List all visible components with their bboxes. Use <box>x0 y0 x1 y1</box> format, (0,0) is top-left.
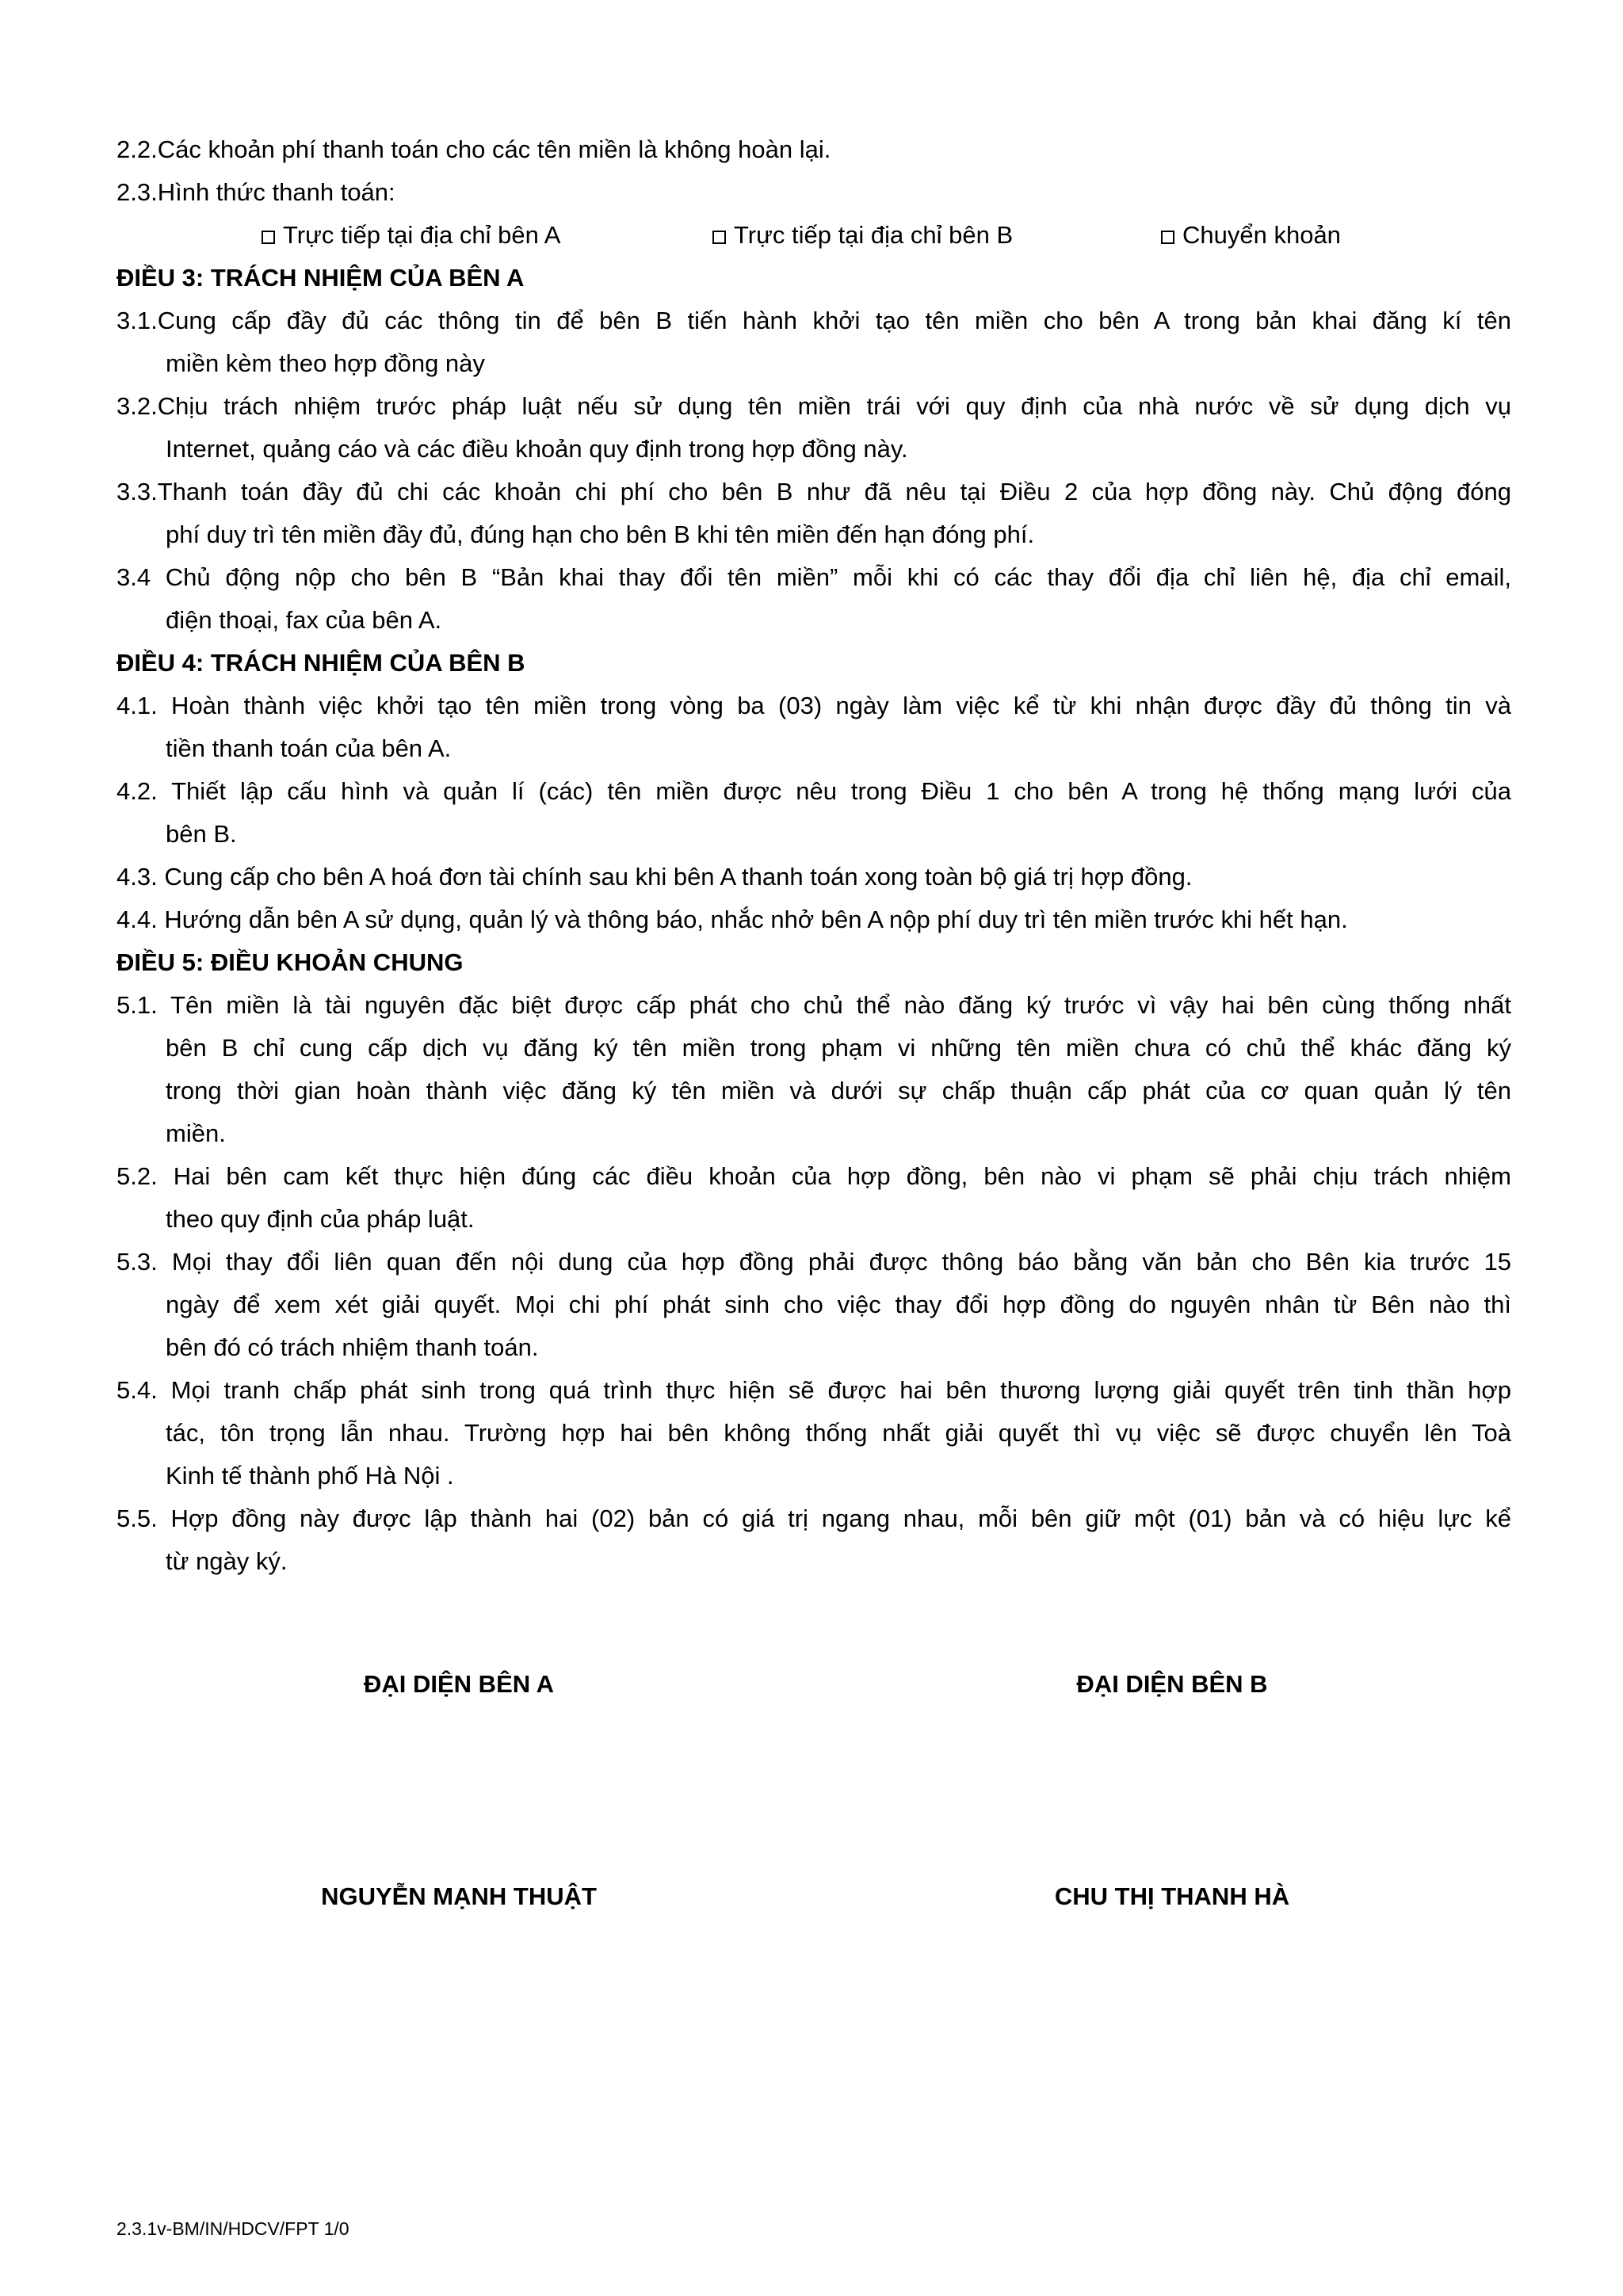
clause-line: Internet, quảng cáo và các điều khoản quy định trong hợp đồng này. <box>166 435 908 463</box>
clause-line: Kinh tế thành phố Hà Nội . <box>166 1462 454 1489</box>
clause-line: bên B chỉ cung cấp dịch vụ đăng ký tên miền trong phạm vi những tên miền chưa có chủ thể khác đăng ký <box>166 1034 1511 1062</box>
checkbox-icon[interactable] <box>712 231 726 244</box>
section-3-items <box>116 299 1511 642</box>
clause <box>116 1155 1511 1241</box>
clause-line: miền kèm theo hợp đồng này <box>166 349 485 377</box>
clause <box>116 471 1511 556</box>
clause <box>116 984 1511 1155</box>
payment-option-b[interactable]: Trực tiếp tại địa chỉ bên B <box>712 214 1013 257</box>
clause-line: tiền thanh toán của bên A. <box>166 734 452 762</box>
clause-line: 3.4 Chủ động nộp cho bên B “Bản khai thay đổi tên miền” mỗi khi có các thay đổi địa chỉ liên hệ, địa chỉ email, <box>116 563 1511 591</box>
clause <box>116 770 1511 856</box>
clause-line: 3.2.Chịu trách nhiệm trước pháp luật nếu sử dụng tên miền trái với quy định của nhà nước về sử dụng dịch vụ <box>116 392 1511 420</box>
section-5-heading: ĐIỀU 5: ĐIỀU KHOẢN CHUNG <box>116 948 464 976</box>
section-5-items <box>116 984 1511 1583</box>
payment-options <box>116 214 1511 257</box>
clause <box>116 1241 1511 1369</box>
clause <box>116 385 1511 471</box>
clause-line: bên B. <box>166 820 237 848</box>
clause-line: phí duy trì tên miền đầy đủ, đúng hạn cho bên B khi tên miền đến hạn đóng phí. <box>166 521 1035 548</box>
party-b-name: CHU THỊ THANH HÀ <box>1054 1882 1290 1910</box>
checkbox-icon[interactable] <box>262 231 275 244</box>
clause-line: 5.3. Mọi thay đổi liên quan đến nội dung của hợp đồng phải được thông báo bằng văn bản cho Bên kia trước 15 <box>116 1248 1511 1276</box>
clause-line: 4.4. Hướng dẫn bên A sử dụng, quản lý và thông báo, nhắc nhở bên A nộp phí duy trì tên miền trước khi hết hạn. <box>116 906 1348 933</box>
party-a-name: NGUYỄN MẠNH THUẬT <box>321 1882 597 1910</box>
clause-line: trong thời gian hoàn thành việc đăng ký tên miền và dưới sự chấp thuận cấp phát của cơ quan quản lý tên <box>166 1077 1511 1104</box>
clause <box>116 1369 1511 1497</box>
clause-line: 4.3. Cung cấp cho bên A hoá đơn tài chính sau khi bên A thanh toán xong toàn bộ giá trị hợp đồng. <box>116 863 1193 891</box>
clause-line: điện thoại, fax của bên A. <box>166 606 442 634</box>
clause-line: 3.1.Cung cấp đầy đủ các thông tin để bên B tiến hành khởi tạo tên miền cho bên A trong bản khai đăng kí tên <box>116 307 1511 334</box>
clause-line: 5.1. Tên miền là tài nguyên đặc biệt được cấp phát cho chủ thể nào đăng ký trước vì vậy hai bên cùng thống nhất <box>116 991 1511 1019</box>
checkbox-icon[interactable] <box>1161 231 1174 244</box>
clause <box>116 898 1511 941</box>
document-footer-code: 2.3.1v-BM/IN/HDCV/FPT 1/0 <box>116 2218 349 2239</box>
clause-line: miền. <box>166 1119 226 1147</box>
payment-option-transfer[interactable]: Chuyển khoản <box>1161 214 1341 257</box>
clause <box>116 685 1511 770</box>
clause <box>116 556 1511 642</box>
clause <box>116 856 1511 898</box>
clause-line: 5.2. Hai bên cam kết thực hiện đúng các điều khoản của hợp đồng, bên nào vi phạm sẽ phải chịu trách nhiệm <box>116 1162 1511 1190</box>
clause-line: 4.2. Thiết lập cấu hình và quản lí (các) tên miền được nêu trong Điều 1 cho bên A trong hệ thống mạng lưới của <box>116 777 1511 805</box>
clause-line: 5.4. Mọi tranh chấp phát sinh trong quá trình thực hiện sẽ được hai bên thương lượng giải quyết trên tinh thần hợp <box>116 1376 1511 1404</box>
clause-line: 5.5. Hợp đồng này được lập thành hai (02) bản có giá trị ngang nhau, mỗi bên giữ một (01) bản và có hiệu lực kể <box>116 1505 1511 1532</box>
contract-page-body <box>116 128 1511 1583</box>
clause-line: 3.3.Thanh toán đầy đủ chi các khoản chi phí cho bên B như đã nêu tại Điều 2 của hợp đồng này. Chủ động đóng <box>116 478 1511 505</box>
party-b-title: ĐẠI DIỆN BÊN B <box>1076 1670 1268 1698</box>
clause <box>116 1497 1511 1583</box>
clause-line: ngày để xem xét giải quyết. Mọi chi phí phát sinh cho việc thay đổi hợp đồng do nguyên nhân từ Bên nào thì <box>166 1291 1511 1318</box>
clause-line: từ ngày ký. <box>166 1547 288 1575</box>
clause-line: 4.1. Hoàn thành việc khởi tạo tên miền trong vòng ba (03) ngày làm việc kể từ khi nhận được đầy đủ thông tin và <box>116 692 1511 719</box>
payment-option-a[interactable]: Trực tiếp tại địa chỉ bên A <box>262 214 560 257</box>
party-a-title: ĐẠI DIỆN BÊN A <box>364 1670 554 1698</box>
clause-line: bên đó có trách nhiệm thanh toán. <box>166 1333 539 1361</box>
clause-line: tác, tôn trọng lẫn nhau. Trường hợp hai bên không thống nhất giải quyết thì vụ việc sẽ được chuyển lên Toà <box>166 1419 1511 1447</box>
clause-line: theo quy định của pháp luật. <box>166 1205 475 1233</box>
clause-2-2: 2.2.Các khoản phí thanh toán cho các tên miền là không hoàn lại. <box>116 135 831 163</box>
section-4-items <box>116 685 1511 941</box>
clause <box>116 299 1511 385</box>
section-4-heading: ĐIỀU 4: TRÁCH NHIỆM CỦA BÊN B <box>116 649 525 677</box>
clause-2-3: 2.3.Hình thức thanh toán: <box>116 178 395 206</box>
section-3-heading: ĐIỀU 3: TRÁCH NHIỆM CỦA BÊN A <box>116 264 525 292</box>
